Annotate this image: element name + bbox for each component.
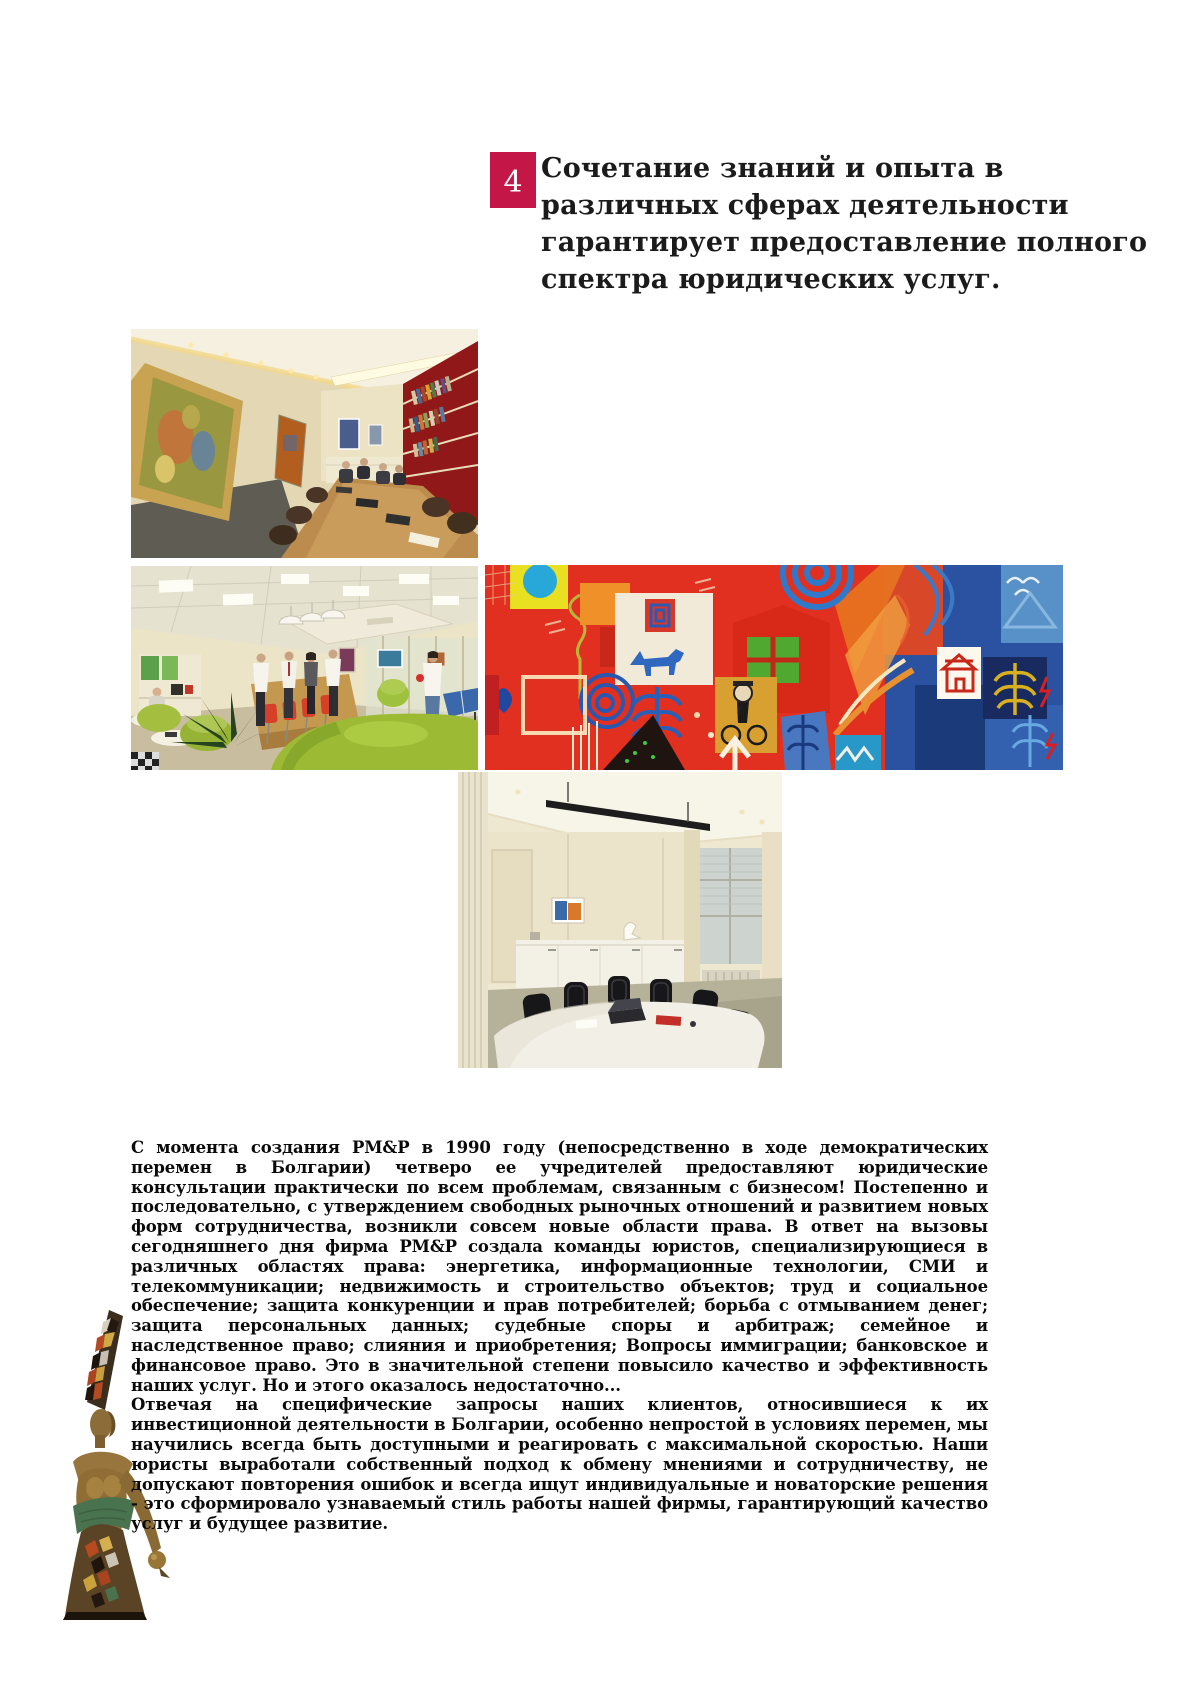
page-number-badge <box>490 152 536 208</box>
boardroom-photo <box>131 329 478 558</box>
abstract-painting-illustration <box>485 565 1063 770</box>
office-lounge-illustration <box>131 566 478 770</box>
page-heading <box>541 150 1148 298</box>
body-paragraph-2: Отвечая на специфические запросы наших клиентов, относившиеся к их инвестиционной деятельности в Болгарии, особенно непростой в условиях перемен, мы научились всегда быть доступными и реагировать с максимальной скоростью. Наши юристы выработали собственный подход к обмену мнениями и сотрудничеству, не допускают повторения ошибок и всегда ищут индивидуальные и новаторские решения - это сформировало узнаваемый стиль работы нашей фирмы, гарантирующий качество услуг и будущее развитие. <box>131 1395 988 1534</box>
page-number: 4 <box>503 164 523 200</box>
body-paragraph-1: С момента создания PM&P в 1990 году (непосредственно в ходе демократических перемен в Болгарии) четверо ее учредителей предоставляют юридические консультации практически по всем проблемам, связанным с бизнесом! Постепенно и последовательно, с утверждением свободных рыночных отношений и развитием новых форм сотрудничества, возникли совсем новые области права. В ответ на вызовы сегодняшнего дня фирма PM&P создала команды юристов, специализирующиеся в различных областях права: энергетика, информационные технологии, СМИ и телекоммуникации; недвижимость и строительство объектов; труд и социальное обеспечение; защита конкуренции и прав потребителей; борьба с отмыванием денег; защита персональных данных; судебные споры и арбитраж; семейное и наследственное право; слияния и приобретения; Вопросы иммиграции; банковское и финансовое право. Это в значительной степени повысило качество и эффективность наших услуг. Но и этого оказалось недостаточно... <box>131 1138 988 1395</box>
heading-line: гарантирует предоставление полного <box>541 227 1148 258</box>
meeting-room-photo <box>458 772 782 1068</box>
abstract-painting-photo <box>485 565 1063 770</box>
heading-line: различных сферах деятельности <box>541 190 1069 221</box>
heading-line: Сочетание знаний и опыта в <box>541 153 1004 184</box>
meeting-room-illustration <box>458 772 782 1068</box>
heading-line: спектра юридических услуг. <box>541 264 1001 295</box>
office-lounge-photo <box>131 566 478 770</box>
body-text <box>131 1138 988 1534</box>
boardroom-illustration <box>131 329 478 558</box>
